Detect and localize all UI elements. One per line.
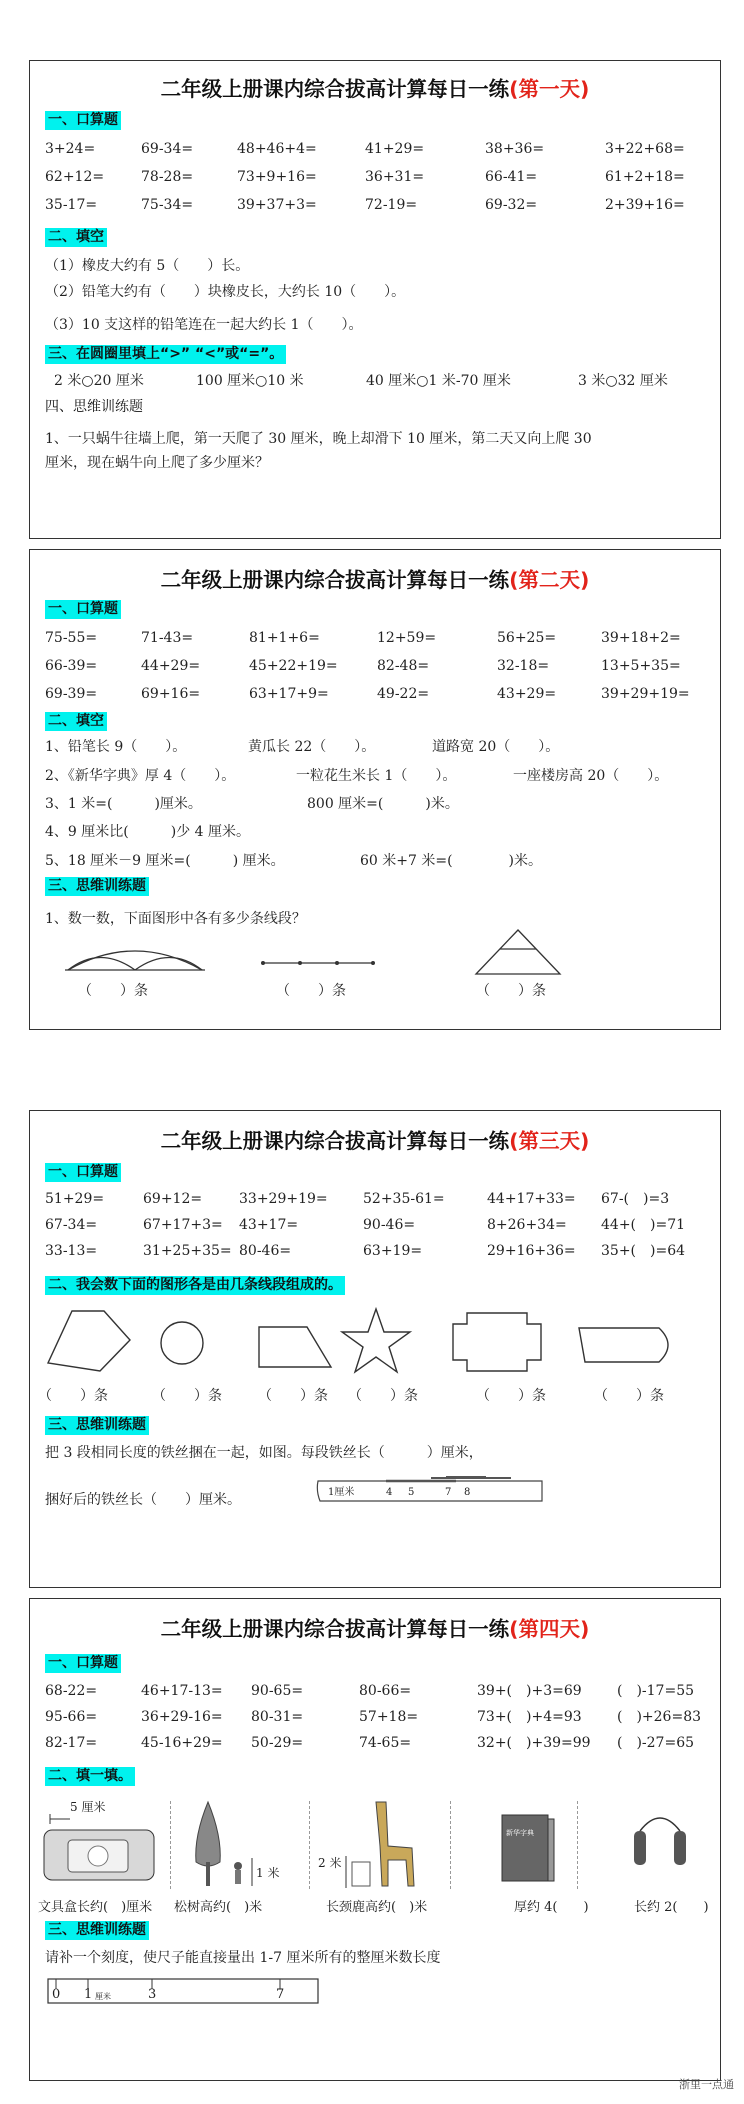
day3-ruler-tick-8: 8 xyxy=(464,1487,471,1498)
day4-ruler-unit: 厘米 xyxy=(95,1992,111,2001)
day3-oral-item: 31+25+35= xyxy=(143,1243,232,1259)
day4-pic-label-2m: 2 米 xyxy=(318,1856,342,1870)
day3-ruler-tick-5: 5 xyxy=(408,1487,415,1498)
day2-oral-grid xyxy=(45,629,711,703)
day3-oral-item: 29+16+36= xyxy=(487,1243,576,1259)
day1-oral-item: 36+31= xyxy=(365,169,425,185)
day3-oral-item: 80-46= xyxy=(239,1243,292,1259)
day4-picture-giraffe xyxy=(316,1796,436,1892)
day1-oral-item: 3+22+68= xyxy=(605,141,685,157)
day3-oral-item: 90-46= xyxy=(363,1217,416,1233)
day2-card xyxy=(29,549,721,1030)
day4-oral-item: 90-65= xyxy=(251,1683,304,1699)
day1-fill-2: （2）铅笔大约有（ ）块橡皮长，大约长 10（ ）。 xyxy=(45,284,406,300)
day4-title: 二年级上册课内综合拔高计算每日一练(第四天) xyxy=(160,1617,590,1641)
day4-pic-label-1m: 1 米 xyxy=(256,1866,280,1880)
day2-fill-5a: 5、18 厘米－9 厘米=( ) 厘米。 xyxy=(45,853,285,869)
day2-oral-item: 82-48= xyxy=(377,658,430,674)
day4-think-line1: 请补一个刻度，使尺子能直接量出 1-7 厘米所有的整厘米数长度 xyxy=(45,1950,441,1966)
day4-label-giraffe: 长颈鹿高约( )米 xyxy=(326,1900,428,1915)
day2-figure-triangle xyxy=(470,926,566,978)
day3-blank-4: （ ）条 xyxy=(348,1388,418,1404)
day1-compare-4: 3 米○32 厘米 xyxy=(578,373,668,389)
day1-oral-item: 69-34= xyxy=(141,141,194,157)
day2-fill-3a: 3、1 米=( )厘米。 xyxy=(45,796,202,812)
day2-figure-arcs xyxy=(60,940,210,980)
day1-think-line1: 1、一只蜗牛往墙上爬，第一天爬了 30 厘米，晚上却滑下 10 厘米，第二天又向上爬 30 xyxy=(45,431,592,447)
day3-blank-2: （ ）条 xyxy=(152,1388,222,1404)
day3-oral-item: 63+19= xyxy=(363,1243,423,1259)
day2-oral-item: 69+16= xyxy=(141,686,201,702)
day3-ruler-unit: 1厘米 xyxy=(328,1487,355,1498)
day2-figure-dotted-segment xyxy=(258,955,378,971)
day1-oral-item: 41+29= xyxy=(365,141,425,157)
day1-oral-item: 39+37+3= xyxy=(237,197,317,213)
day3-oral-grid xyxy=(45,1190,711,1260)
day3-ruler-tick-7: 7 xyxy=(445,1487,452,1498)
day4-oral-item: 68-22= xyxy=(45,1683,98,1699)
day4-section-fill: 二、填一填。 xyxy=(45,1767,135,1786)
day3-oral-item: 44+17+33= xyxy=(487,1191,576,1207)
day3-oral-item: 35+( )=64 xyxy=(601,1243,686,1259)
day4-divider-3 xyxy=(450,1801,451,1889)
day2-oral-item: 81+1+6= xyxy=(249,630,320,646)
day4-oral-item: 82-17= xyxy=(45,1735,98,1751)
day3-blank-3: （ ）条 xyxy=(258,1388,328,1404)
day4-oral-item: ( )+26=83 xyxy=(617,1709,702,1725)
day3-section-shapes: 二、我会数下面的图形各是由几条线段组成的。 xyxy=(45,1276,345,1295)
day3-oral-item: 67-( )=3 xyxy=(601,1191,670,1207)
day4-oral-item: 32+( )+39=99 xyxy=(477,1735,591,1751)
day4-ruler xyxy=(46,1977,322,2007)
day4-picture-jump-rope xyxy=(620,1811,700,1887)
day3-ruler xyxy=(316,1475,546,1505)
day3-think-line2: 捆好后的铁丝长（ ）厘米。 xyxy=(45,1492,241,1508)
day2-section-fill: 二、填空 xyxy=(45,712,107,731)
day3-oral-item: 43+17= xyxy=(239,1217,299,1233)
day3-blank-1: （ ）条 xyxy=(38,1388,108,1404)
day2-oral-item: 63+17+9= xyxy=(249,686,329,702)
day2-section-think: 三、思维训练题 xyxy=(45,877,149,896)
day3-oral-item: 52+35-61= xyxy=(363,1191,445,1207)
day3-shape-pentagon xyxy=(44,1308,134,1374)
day2-oral-item: 66-39= xyxy=(45,658,98,674)
day4-divider-2 xyxy=(309,1801,310,1889)
day1-oral-grid xyxy=(45,140,711,214)
day2-section-oral: 一、口算题 xyxy=(45,600,121,619)
day4-ruler-tick-0: 0 xyxy=(52,1987,61,2002)
day1-oral-item: 35-17= xyxy=(45,197,98,213)
day1-section-think: 四、思维训练题 xyxy=(45,399,143,415)
day1-compare-1: 2 米○20 厘米 xyxy=(54,373,144,389)
day3-shape-cross xyxy=(449,1310,545,1374)
day2-oral-item: 49-22= xyxy=(377,686,430,702)
day4-oral-item: 80-31= xyxy=(251,1709,304,1725)
day3-oral-item: 44+( )=71 xyxy=(601,1217,686,1233)
day3-oral-item: 8+26+34= xyxy=(487,1217,567,1233)
day3-shape-trapezoid xyxy=(255,1324,335,1370)
day2-oral-item: 45+22+19= xyxy=(249,658,338,674)
day3-section-think: 三、思维训练题 xyxy=(45,1416,149,1435)
day4-ruler-tick-7: 7 xyxy=(276,1987,285,2002)
day4-pic-label-5cm: 5 厘米 xyxy=(70,1800,106,1814)
day2-oral-item: 39+29+19= xyxy=(601,686,690,702)
day1-oral-item: 78-28= xyxy=(141,169,194,185)
day1-compare-3: 40 厘米○1 米-70 厘米 xyxy=(366,373,511,389)
day3-oral-item: 51+29= xyxy=(45,1191,105,1207)
day2-fill-2b: 一粒花生米长 1（ ）。 xyxy=(296,768,457,784)
day1-oral-item: 2+39+16= xyxy=(605,197,685,213)
day4-label-pine-tree: 松树高约( )米 xyxy=(174,1900,263,1915)
day1-oral-item: 73+9+16= xyxy=(237,169,317,185)
day4-picture-pine-tree xyxy=(176,1796,286,1892)
day2-think-question: 1、数一数，下面图形中各有多少条线段？ xyxy=(45,911,306,927)
day2-fill-2a: 2、《新华字典》厚 4（ ）。 xyxy=(45,768,236,784)
day3-title: 二年级上册课内综合拔高计算每日一练(第三天) xyxy=(160,1129,590,1153)
day1-fill-3: （3）10 支这样的铅笔连在一起大约长 1（ ）。 xyxy=(45,317,363,333)
day4-oral-grid xyxy=(45,1682,711,1752)
day1-oral-item: 38+36= xyxy=(485,141,545,157)
day2-oral-item: 69-39= xyxy=(45,686,98,702)
day4-oral-item: 46+17-13= xyxy=(141,1683,223,1699)
day3-section-oral: 一、口算题 xyxy=(45,1163,121,1182)
day4-section-think: 三、思维训练题 xyxy=(45,1921,149,1940)
day2-fill-3b: 800 厘米=( )米。 xyxy=(307,796,459,812)
day2-blank-1: （ ）条 xyxy=(78,983,148,999)
day4-label-dictionary: 厚约 4( ) xyxy=(514,1900,589,1915)
day1-oral-item: 72-19= xyxy=(365,197,418,213)
day4-divider-1 xyxy=(170,1801,171,1889)
day3-ruler-tick-4: 4 xyxy=(386,1487,393,1498)
day1-section-compare: 三、在圆圈里填上“>” “<”或“=”。 xyxy=(45,345,286,364)
day2-fill-1b: 黄瓜长 22（ ）。 xyxy=(248,739,376,755)
day2-oral-item: 39+18+2= xyxy=(601,630,681,646)
day1-section-oral: 一、口算题 xyxy=(45,111,121,130)
day4-oral-item: 73+( )+4=93 xyxy=(477,1709,582,1725)
day1-oral-item: 69-32= xyxy=(485,197,538,213)
day3-oral-item: 33+29+19= xyxy=(239,1191,328,1207)
day2-fill-4: 4、9 厘米比( )少 4 厘米。 xyxy=(45,824,250,840)
day4-card xyxy=(29,1598,721,2081)
day4-oral-item: 80-66= xyxy=(359,1683,412,1699)
day2-oral-item: 75-55= xyxy=(45,630,98,646)
day4-pic-dictionary-text: 新华字典 xyxy=(506,1829,534,1837)
day4-ruler-tick-3: 3 xyxy=(148,1987,157,2002)
day4-oral-item: 36+29-16= xyxy=(141,1709,223,1725)
day4-label-pencil-case: 文具盒长约( )厘米 xyxy=(38,1900,153,1915)
day2-oral-item: 32-18= xyxy=(497,658,550,674)
day1-card xyxy=(29,60,721,539)
day2-fill-2c: 一座楼房高 20（ ）。 xyxy=(513,768,669,784)
day2-oral-item: 71-43= xyxy=(141,630,194,646)
day2-fill-5b: 60 米+7 米=( )米。 xyxy=(360,853,543,869)
day3-shape-star xyxy=(338,1306,414,1376)
day4-oral-item: 50-29= xyxy=(251,1735,304,1751)
day2-fill-1c: 道路宽 20（ ）。 xyxy=(432,739,560,755)
day4-label-rope: 长约 2( ) xyxy=(634,1900,709,1915)
day4-oral-item: 74-65= xyxy=(359,1735,412,1751)
day3-shape-circle xyxy=(158,1319,206,1367)
day2-blank-2: （ ）条 xyxy=(276,983,346,999)
day3-blank-5: （ ）条 xyxy=(476,1388,546,1404)
day1-oral-item: 61+2+18= xyxy=(605,169,685,185)
day4-oral-item: ( )-17=55 xyxy=(617,1683,695,1699)
day4-oral-item: 39+( )+3=69 xyxy=(477,1683,582,1699)
day2-oral-item: 12+59= xyxy=(377,630,437,646)
day1-oral-item: 62+12= xyxy=(45,169,105,185)
day1-fill-1: （1）橡皮大约有 5（ ）长。 xyxy=(45,258,250,274)
day1-oral-item: 66-41= xyxy=(485,169,538,185)
day1-oral-item: 3+24= xyxy=(45,141,96,157)
footer-watermark: 浙里一点通 xyxy=(679,2078,734,2091)
day4-oral-item: 95-66= xyxy=(45,1709,98,1725)
day4-divider-4 xyxy=(577,1801,578,1889)
day2-oral-item: 44+29= xyxy=(141,658,201,674)
day2-oral-item: 13+5+35= xyxy=(601,658,681,674)
day4-picture-dictionary xyxy=(496,1811,558,1887)
day3-blank-6: （ ）条 xyxy=(594,1388,664,1404)
day1-oral-item: 75-34= xyxy=(141,197,194,213)
day3-oral-item: 33-13= xyxy=(45,1243,98,1259)
day2-blank-3: （ ）条 xyxy=(476,983,546,999)
day4-oral-item: 57+18= xyxy=(359,1709,419,1725)
day4-picture-pencil-case xyxy=(40,1796,166,1892)
day3-oral-item: 69+12= xyxy=(143,1191,203,1207)
day4-section-oral: 一、口算题 xyxy=(45,1654,121,1673)
day4-oral-item: 45-16+29= xyxy=(141,1735,223,1751)
day2-fill-1a: 1、铅笔长 9（ ）。 xyxy=(45,739,187,755)
day3-oral-item: 67+17+3= xyxy=(143,1217,223,1233)
day4-oral-item: ( )-27=65 xyxy=(617,1735,695,1751)
day3-think-line1: 把 3 段相同长度的铁丝捆在一起，如图。每段铁丝长（ ）厘米， xyxy=(45,1445,483,1461)
day2-oral-item: 43+29= xyxy=(497,686,557,702)
day3-card xyxy=(29,1110,721,1588)
day1-oral-item: 48+46+4= xyxy=(237,141,317,157)
day3-shape-arrow-tab xyxy=(575,1324,681,1366)
day2-oral-item: 56+25= xyxy=(497,630,557,646)
day1-title: 二年级上册课内综合拔高计算每日一练(第一天) xyxy=(160,77,590,101)
day3-oral-item: 67-34= xyxy=(45,1217,98,1233)
day2-title: 二年级上册课内综合拔高计算每日一练(第二天) xyxy=(160,568,590,592)
day1-section-fill: 二、填空 xyxy=(45,228,107,247)
day1-think-line2: 厘米，现在蜗牛向上爬了多少厘米？ xyxy=(45,455,269,471)
day1-compare-2: 100 厘米○10 米 xyxy=(196,373,304,389)
day4-ruler-tick-1: 1 xyxy=(84,1987,93,2002)
